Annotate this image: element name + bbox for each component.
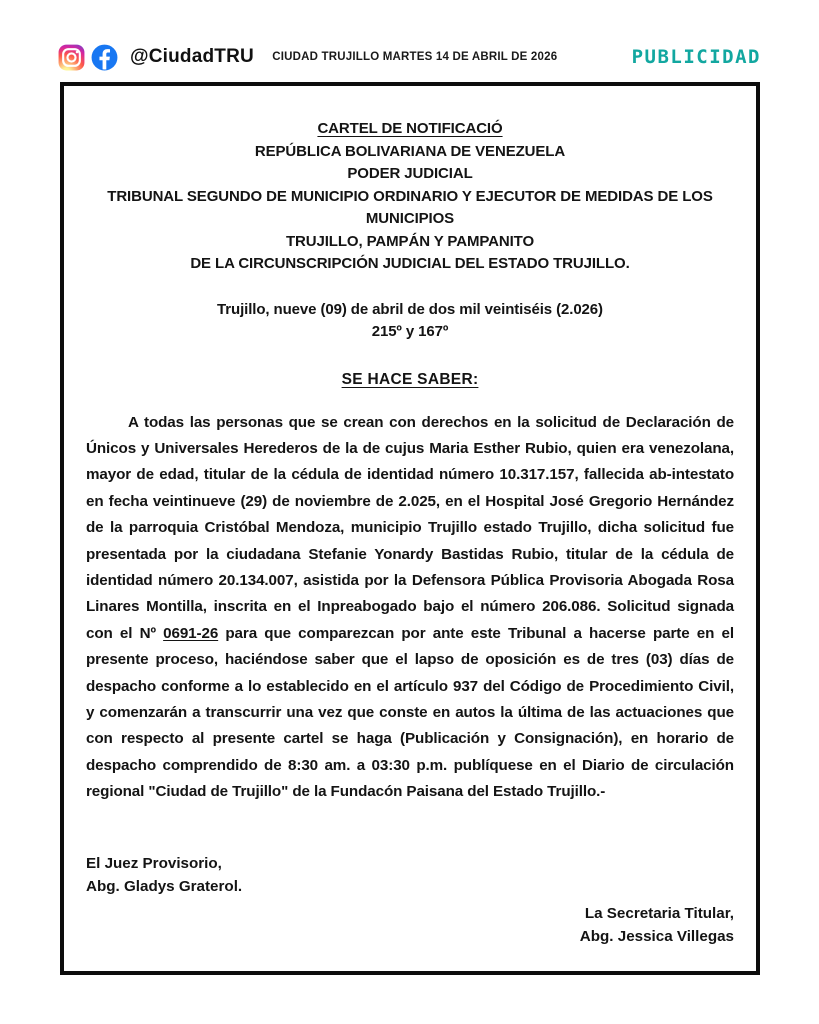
circunscripcion-line: DE LA CIRCUNSCRIPCIÓN JUDICIAL DEL ESTADO TRUJILLO. <box>190 255 630 272</box>
secretary-name: Abg. Jessica Villegas <box>579 927 734 945</box>
social-handle-group <box>58 44 254 71</box>
notification-body-paragraph <box>86 410 734 806</box>
judge-name: Abg. Gladys Graterol. <box>86 877 243 895</box>
se-hace-saber-heading: SE HACE SABER: <box>341 370 479 388</box>
facebook-icon <box>91 44 118 71</box>
years-line: 215º y 167º <box>371 323 449 340</box>
notification-document <box>60 82 760 975</box>
publicidad-label: PUBLICIDAD <box>631 46 761 68</box>
document-date-line: Trujillo, nueve (09) de abril de dos mil veintiséis (2.026) <box>217 300 603 318</box>
municipios-line: TRUJILLO, PAMPÁN Y PAMPANITO <box>285 232 535 250</box>
case-number: 0691-26 <box>163 624 219 642</box>
body-text-part2: para que comparezcan por ante este Tribunal a hacerse parte en el presente proceso, haciéndose saber que el lapso de oposición es de tres (03) días de despacho conforme a lo establecido en el artículo 937 del Código de Procedimiento Civil, y comenzarán a transcurrir una vez que conste en autos la última de las actuaciones que con respecto al presente cartel se haga (Publicación y Consignación), en horario de despacho comprendido de 8:30 am. a 03:30 p.m. publíquese en el Diario de circulación regional "Ciudad de Trujillo" de la Fundacón Paisana del Estado Trujillo.- <box>86 624 734 801</box>
body-text-part1: A todas las personas que se crean con derechos en la solicitud de Declaración de Únicos y Universales Herederos de la de cujus Maria Esther Rubio, quien era venezolana, mayor de edad, titular de la cédula de identidad número 10.317.157, fallecida ab-intestato en fecha veintinueve (29) de noviembre de 2.025, en el Hospital José Gregorio Hernández de la parroquia Cristóbal Mendoza, municipio Trujillo estado Trujillo, dicha solicitud fue presentada por la ciudadana Stefanie Yonardy Bastidas Rubio, titular de la cédula de identidad número 20.134.007, asistida por la Defensora Pública Provisoria Abogada Rosa Linares Montilla, inscrita en el Inpreabogado bajo el número 206.086. Solicitud signada con el Nº <box>86 413 734 642</box>
poder-judicial-line: PODER JUDICIAL <box>347 165 473 182</box>
secretary-title: La Secretaria Titular, <box>584 904 734 922</box>
judge-title: El Juez Provisorio, <box>86 854 222 872</box>
document-title: CARTEL DE NOTIFICACIÓ <box>317 120 503 137</box>
secretary-signature-block <box>86 902 734 948</box>
top-header <box>58 38 761 76</box>
instagram-icon <box>58 44 85 71</box>
tribunal-line: TRIBUNAL SEGUNDO DE MUNICIPIO ORDINARIO Y EJECUTOR DE MEDIDAS DE LOS MUNICIPIOS <box>107 187 713 227</box>
republic-line: REPÚBLICA BOLIVARIANA DE VENEZUELA <box>254 142 566 160</box>
header-dateline: CIUDAD TRUJILLO MARTES 14 DE ABRIL DE 2026 <box>272 51 558 63</box>
judge-signature-block <box>86 852 734 898</box>
social-handle-text: @CiudadTRU <box>130 46 254 67</box>
